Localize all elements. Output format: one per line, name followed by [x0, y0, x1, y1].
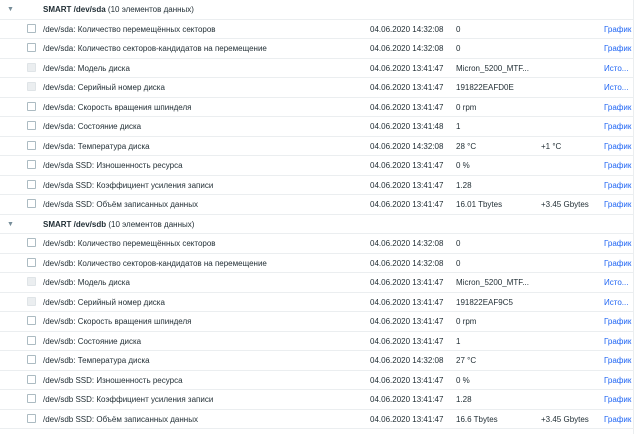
graph-link[interactable]: График — [604, 141, 632, 151]
last-value: Micron_5200_MTF... — [456, 278, 529, 287]
row-checkbox[interactable] — [27, 160, 36, 169]
row-checkbox[interactable] — [27, 121, 36, 130]
last-value: 16.6 Tbytes — [456, 414, 498, 424]
history-link[interactable]: Исто... — [604, 278, 629, 287]
last-check-time: 04.06.2020 14:32:08 — [370, 356, 444, 365]
graph-link[interactable]: График — [604, 161, 632, 170]
last-check-time: 04.06.2020 13:41:47 — [370, 317, 444, 326]
group-header-sda — [0, 0, 640, 20]
group-header-sdb — [0, 215, 640, 235]
table-row — [0, 351, 640, 371]
last-value: 28 °C — [456, 141, 477, 151]
item-name: /dev/sdb: Температура диска — [43, 356, 150, 365]
table-row — [0, 98, 640, 118]
table-row — [0, 332, 640, 352]
row-checkbox[interactable] — [27, 238, 36, 247]
table-row — [0, 20, 640, 40]
last-value: 0 — [456, 239, 461, 248]
graph-link[interactable]: График — [604, 317, 632, 326]
item-name: /dev/sda: Скорость вращения шпинделя — [43, 102, 192, 112]
row-checkbox[interactable] — [27, 414, 36, 423]
last-check-time: 04.06.2020 13:41:47 — [370, 83, 444, 92]
item-name: /dev/sda SSD: Изношенность ресурса — [43, 161, 183, 170]
row-checkbox[interactable] — [27, 375, 36, 384]
last-check-time: 04.06.2020 13:41:47 — [370, 297, 444, 307]
table-row — [0, 234, 640, 254]
history-link[interactable]: Исто... — [604, 83, 629, 92]
last-check-time: 04.06.2020 13:41:47 — [370, 375, 444, 385]
table-row — [0, 156, 640, 176]
row-checkbox[interactable] — [27, 24, 36, 33]
table-row — [0, 312, 640, 332]
last-value: 0 rpm — [456, 317, 477, 326]
item-name: /dev/sda: Количество секторов-кандидатов на перемещение — [43, 44, 267, 53]
scrollbar[interactable] — [633, 0, 640, 434]
graph-link[interactable]: График — [604, 375, 632, 385]
graph-link[interactable]: График — [604, 180, 632, 190]
item-name: /dev/sdb: Серийный номер диска — [43, 297, 165, 307]
last-check-time: 04.06.2020 13:41:48 — [370, 122, 444, 131]
row-checkbox[interactable] — [27, 102, 36, 111]
graph-link[interactable]: График — [604, 395, 632, 404]
row-checkbox[interactable] — [27, 316, 36, 325]
row-checkbox[interactable] — [27, 336, 36, 345]
graph-link[interactable]: График — [604, 44, 632, 53]
last-value: 27 °C — [456, 356, 477, 365]
group-count: (10 элементов данных) — [108, 219, 195, 229]
last-check-time: 04.06.2020 13:41:47 — [370, 278, 444, 287]
graph-link[interactable]: График — [604, 200, 632, 209]
last-check-time: 04.06.2020 14:32:08 — [370, 141, 444, 151]
row-checkbox[interactable] — [27, 82, 36, 91]
last-check-time: 04.06.2020 13:41:47 — [370, 336, 444, 346]
table-row — [0, 273, 640, 293]
item-name: /dev/sdb: Состояние диска — [43, 336, 142, 346]
history-link[interactable]: Исто... — [604, 297, 629, 307]
row-checkbox[interactable] — [27, 43, 36, 52]
last-check-time: 04.06.2020 13:41:47 — [370, 414, 444, 424]
last-check-time: 04.06.2020 13:41:47 — [370, 161, 444, 170]
item-name: /dev/sdb: Модель диска — [43, 278, 130, 287]
group-count: (10 элементов данных) — [107, 5, 194, 14]
row-checkbox[interactable] — [27, 180, 36, 189]
table-row — [0, 254, 640, 274]
last-value: 1.28 — [456, 395, 472, 404]
row-checkbox[interactable] — [27, 297, 36, 306]
row-checkbox[interactable] — [27, 394, 36, 403]
item-name: /dev/sdb: Количество перемещённых секторов — [43, 239, 216, 248]
last-check-time: 04.06.2020 13:41:47 — [370, 200, 444, 209]
last-value: 0 — [456, 258, 461, 268]
last-value: 1 — [456, 336, 461, 346]
table-row — [0, 78, 640, 98]
last-check-time: 04.06.2020 13:41:47 — [370, 63, 444, 73]
value-change: +3.45 Gbytes — [541, 200, 589, 209]
table-row — [0, 176, 640, 196]
group-title — [43, 220, 194, 230]
last-check-time: 04.06.2020 13:41:47 — [370, 102, 444, 112]
row-checkbox[interactable] — [27, 258, 36, 267]
graph-link[interactable]: График — [604, 239, 632, 248]
graph-link[interactable]: График — [604, 258, 632, 268]
item-name: /dev/sda: Количество перемещённых секторов — [43, 24, 216, 34]
table-row — [0, 371, 640, 391]
value-change: +1 °C — [541, 141, 562, 151]
last-check-time: 04.06.2020 14:32:08 — [370, 44, 444, 53]
item-name: /dev/sda SSD: Объём записанных данных — [43, 200, 198, 209]
graph-link[interactable]: График — [604, 102, 632, 112]
item-name: /dev/sda: Температура диска — [43, 141, 150, 151]
last-value: 0 % — [456, 161, 470, 170]
last-value: 16.01 Tbytes — [456, 200, 503, 209]
table-row — [0, 117, 640, 137]
last-check-time: 04.06.2020 13:41:47 — [370, 180, 444, 190]
last-value: 0 — [456, 24, 461, 34]
last-value: 191822EAFD0E — [456, 83, 514, 92]
group-name: SMART /dev/sda — [43, 5, 106, 14]
value-change: +3.45 Gbytes — [541, 414, 589, 424]
item-name: /dev/sdb: Количество секторов-кандидатов на перемещение — [43, 258, 267, 268]
item-name: /dev/sda: Состояние диска — [43, 122, 142, 131]
graph-link[interactable]: График — [604, 122, 632, 131]
table-row — [0, 293, 640, 313]
last-check-time: 04.06.2020 13:41:47 — [370, 395, 444, 404]
item-name: /dev/sda: Модель диска — [43, 63, 130, 73]
item-name: /dev/sdb SSD: Изношенность ресурса — [43, 375, 183, 385]
graph-link[interactable]: График — [604, 24, 632, 34]
row-checkbox[interactable] — [27, 63, 36, 72]
table-row — [0, 39, 640, 59]
collapse-toggle-icon[interactable]: ▼ — [7, 6, 14, 13]
item-name: /dev/sda SSD: Коэффициент усиления записи — [43, 180, 214, 190]
last-check-time: 04.06.2020 14:32:08 — [370, 239, 444, 248]
table-row — [0, 59, 640, 79]
graph-link[interactable]: График — [604, 336, 632, 346]
collapse-toggle-icon[interactable]: ▼ — [7, 220, 14, 228]
table-row — [0, 137, 640, 157]
last-value: 0 rpm — [456, 102, 477, 112]
table-row — [0, 410, 640, 430]
last-value: 1.28 — [456, 180, 472, 190]
last-check-time: 04.06.2020 14:32:08 — [370, 258, 444, 268]
last-value: 0 % — [456, 375, 470, 385]
table-row — [0, 390, 640, 410]
group-title — [43, 5, 194, 15]
graph-link[interactable]: График — [604, 356, 632, 365]
group-name: SMART /dev/sdb — [43, 219, 107, 229]
last-value: 1 — [456, 122, 461, 131]
item-name: /dev/sdb SSD: Объём записанных данных — [43, 414, 198, 424]
item-name: /dev/sdb SSD: Коэффициент усиления записи — [43, 395, 214, 404]
last-value: 191822EAF9C5 — [456, 297, 513, 307]
row-checkbox[interactable] — [27, 355, 36, 364]
table-row — [0, 195, 640, 215]
row-checkbox[interactable] — [27, 141, 36, 150]
last-value: Micron_5200_MTF... — [456, 63, 529, 73]
item-name: /dev/sdb: Скорость вращения шпинделя — [43, 317, 192, 326]
graph-link[interactable]: График — [604, 414, 632, 424]
history-link[interactable]: Исто... — [604, 63, 629, 73]
row-checkbox[interactable] — [27, 277, 36, 286]
item-name: /dev/sda: Серийный номер диска — [43, 83, 165, 92]
row-checkbox[interactable] — [27, 199, 36, 208]
last-check-time: 04.06.2020 14:32:08 — [370, 24, 444, 34]
last-value: 0 — [456, 44, 461, 53]
